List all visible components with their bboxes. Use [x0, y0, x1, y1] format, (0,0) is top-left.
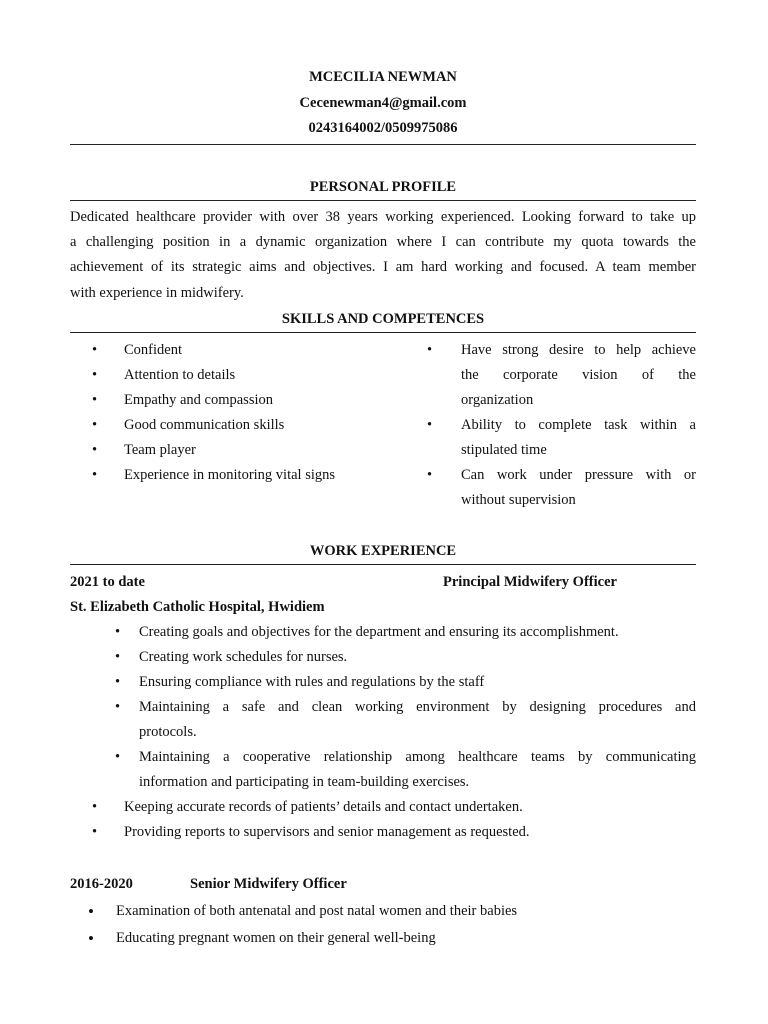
- work-divider: [70, 564, 696, 565]
- profile-line: achievement of its strategic aims and objectives. I am hard working and focused. A team member: [70, 259, 696, 276]
- bullet-icon: •: [115, 649, 121, 665]
- skill-item: • Have strong desire to help achieve the corporate vision of the organization: [427, 338, 696, 413]
- skill-item: • Confident: [70, 338, 390, 363]
- job1-duties-list: [70, 620, 696, 845]
- duty-item: • Creating work schedules for nurses.: [70, 645, 696, 670]
- skill-item: • Ability to complete task within a stipulated time: [427, 413, 696, 463]
- candidate-name: MCECILIA NEWMAN: [309, 69, 457, 85]
- duty-item: • Creating goals and objectives for the department and ensuring its accomplishment.: [70, 620, 696, 645]
- header-divider: [70, 144, 696, 145]
- profile-divider: [70, 200, 696, 201]
- bullet-icon: •: [115, 749, 121, 765]
- profile-line: with experience in midwifery.: [70, 284, 244, 301]
- bullet-icon: •: [115, 624, 121, 640]
- duty-item: • Examination of both antenatal and post natal women and their babies: [70, 898, 696, 925]
- duty-item: • Educating pregnant women on their general well-being: [70, 925, 696, 952]
- bullet-icon: •: [92, 367, 98, 383]
- profile-line: a challenging position in a dynamic organization where I can contribute my quota towards the: [70, 234, 696, 251]
- skill-item: • Empathy and compassion: [70, 388, 390, 413]
- candidate-phone: 0243164002/0509975086: [308, 120, 458, 136]
- duty-item: • Maintaining a safe and clean working environment by designing procedures and protocols.: [70, 695, 696, 745]
- skills-left-list: [70, 338, 390, 488]
- bullet-icon: •: [92, 417, 98, 433]
- work-heading: WORK EXPERIENCE: [309, 543, 457, 559]
- duty-item: • Keeping accurate records of patients’ details and contact undertaken.: [70, 795, 696, 820]
- skill-item: • Attention to details: [70, 363, 390, 388]
- job2-title: Senior Midwifery Officer: [190, 876, 347, 892]
- profile-paragraph: [70, 205, 696, 306]
- bullet-icon: •: [92, 824, 98, 840]
- bullet-icon: •: [427, 417, 433, 433]
- bullet-icon: •: [427, 342, 433, 358]
- bullet-icon: •: [88, 929, 94, 948]
- duty-item: • Providing reports to supervisors and senior management as requested.: [70, 820, 696, 845]
- duty-item: • Ensuring compliance with rules and regulations by the staff: [70, 670, 696, 695]
- profile-line: Dedicated healthcare provider with over 38 years working experienced. Looking forward to take up: [70, 209, 696, 225]
- skills-right-list: [427, 338, 696, 513]
- skill-item: • Good communication skills: [70, 413, 390, 438]
- bullet-icon: •: [92, 392, 98, 408]
- skills-divider: [70, 332, 696, 333]
- skill-item: • Team player: [70, 438, 390, 463]
- job1-title: Principal Midwifery Officer: [443, 574, 617, 590]
- job2-period: 2016-2020: [70, 876, 133, 892]
- profile-heading: PERSONAL PROFILE: [309, 179, 457, 195]
- skill-item: • Experience in monitoring vital signs: [70, 463, 390, 488]
- bullet-icon: •: [92, 467, 98, 483]
- skill-item: • Can work under pressure with or without supervision: [427, 463, 696, 513]
- duty-item: • Maintaining a cooperative relationship among healthcare teams by communicating information and participating in team-building exercises.: [70, 745, 696, 795]
- bullet-icon: •: [88, 902, 94, 921]
- bullet-icon: •: [115, 674, 121, 690]
- bullet-icon: •: [92, 799, 98, 815]
- job1-employer: St. Elizabeth Catholic Hospital, Hwidiem: [70, 599, 325, 615]
- bullet-icon: •: [92, 442, 98, 458]
- candidate-email: Cecenewman4@gmail.com: [299, 95, 467, 111]
- bullet-icon: •: [427, 467, 433, 483]
- job2-duties-list: [70, 898, 696, 952]
- job1-period: 2021 to date: [70, 574, 145, 590]
- skills-heading: SKILLS AND COMPETENCES: [281, 311, 485, 327]
- bullet-icon: •: [115, 699, 121, 715]
- bullet-icon: •: [92, 342, 98, 358]
